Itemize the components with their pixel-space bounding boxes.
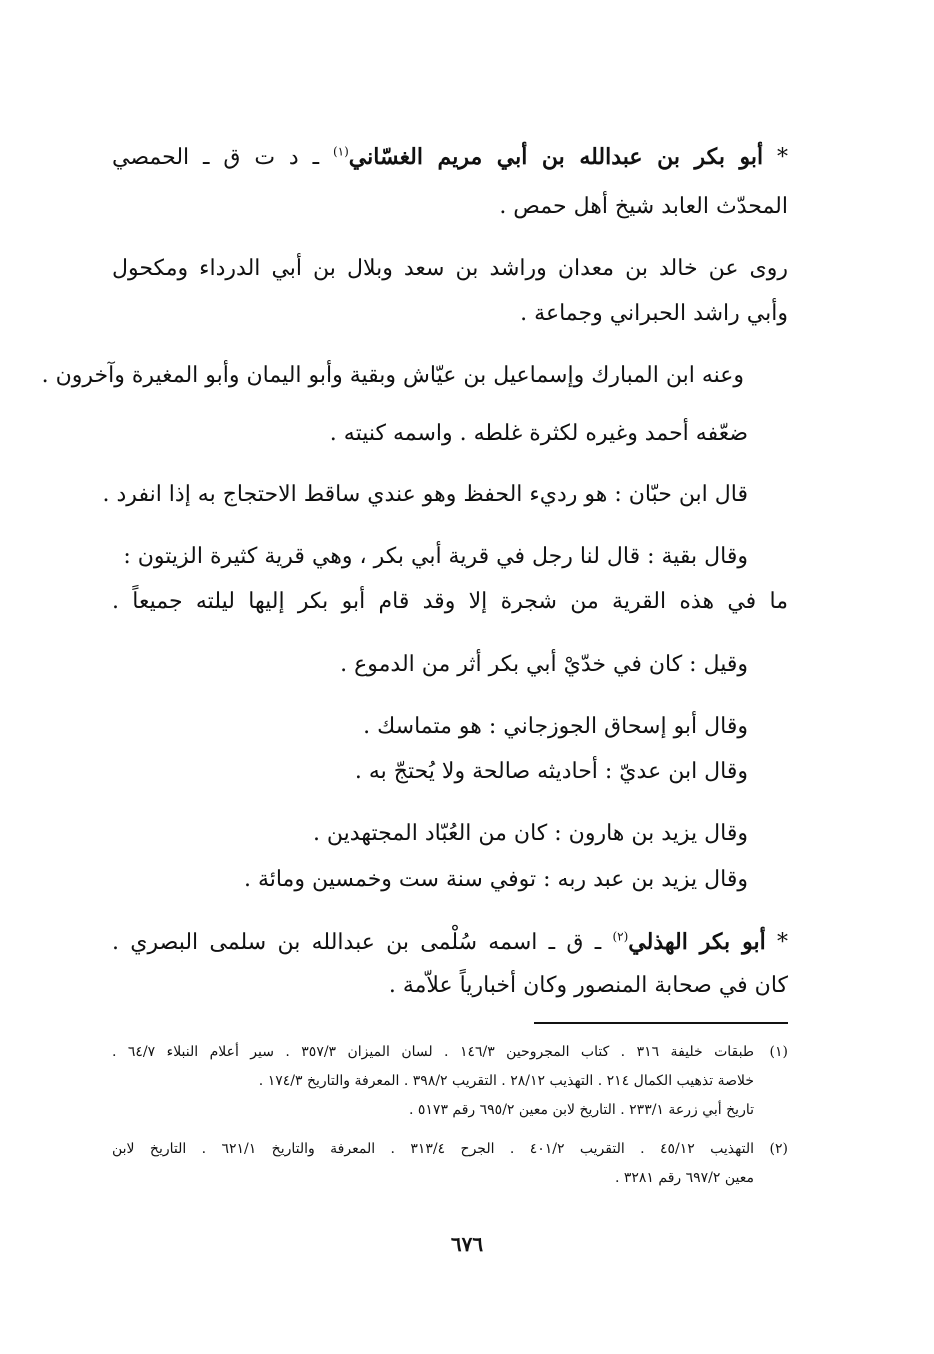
entry-marker: * [776, 145, 788, 170]
paragraph-line: وقال ابن عديّ : أحاديثه صالحة ولا يُحتجّ به . [354, 759, 748, 784]
footnote-1-line [112, 1040, 788, 1064]
paragraph-line: وقال بقية : قال لنا رجل في قرية أبي بكر ، وهي قرية كثيرة الزيتون : [123, 544, 748, 569]
footnote-1-text: طبقات خليفة ٣١٦ . كتاب المجروحين ١٤٦/٣ . لسان الميزان ٣٥٧/٣ . سير أعلام النبلاء ٦٤/٧ . [112, 1044, 754, 1060]
footnote-separator [534, 1022, 788, 1024]
footnote-1-line: تاريخ أبي زرعة ٢٣٣/١ . التاريخ لابن معين ٦٩٥/٢ رقم ٥١٧٣ . [408, 1102, 754, 1118]
footnote-ref-2: (٢) [612, 929, 629, 944]
entry-1-heading [112, 140, 788, 175]
footnote-2-line: معين ٦٩٧/٢ رقم ٣٢٨١ . [614, 1170, 754, 1186]
paragraph-line: ما في هذه القرية من شجرة إلا وقد قام أبو بكر إليها ليلته جميعاً . [112, 589, 788, 614]
paragraph-line: وعنه ابن المبارك وإسماعيل بن عيّاش وبقية وأبو اليمان وأبو المغيرة وآخرون . [41, 363, 744, 388]
paragraph-line: روى عن خالد بن معدان وراشد بن سعد وبلال بن أبي الدرداء ومكحول [112, 256, 788, 281]
entry-2-heading [112, 925, 788, 960]
entry-marker: * [777, 930, 789, 955]
paragraph-line: وقال يزيد بن عبد ربه : توفي سنة ست وخمسين ومائة . [243, 867, 748, 892]
paragraph-line: وأبي راشد الحبراني وجماعة . [520, 301, 788, 326]
entry-1-name: أبو بكر بن عبدالله بن أبي مريم الغسّاني [348, 144, 764, 170]
footnote-2-text: التهذيب ٤٥/١٢ . التقريب ٤٠١/٢ . الجرح ٣١٣/٤ . المعرفة والتاريخ ٦٢١/١ . التاريخ لابن [112, 1141, 754, 1157]
footnote-1-line: خلاصة تذهيب الكمال ٢١٤ . التهذيب ٢٨/١٢ . التقريب ٣٩٨/٢ . المعرفة والتاريخ ١٧٤/٣ . [258, 1073, 754, 1089]
page-number: ٦٧٦ [450, 1232, 484, 1256]
entry-2-codes: ـ ق ـ اسمه سُلْمى بن عبدالله بن سلمى البصري . [112, 930, 602, 955]
paragraph-line: وقال أبو إسحاق الجوزجاني : هو متماسك . [363, 714, 748, 739]
entry-2-name: أبو بكر الهذلي [628, 929, 766, 955]
entry-1-codes: ـ د ت ق ـ الحمصي [112, 145, 320, 170]
footnote-2-number: (٢) [769, 1141, 788, 1157]
paragraph-line: وقال يزيد بن هارون : كان من العُبّاد المجتهدين . [312, 821, 748, 846]
footnote-ref-1: (١) [332, 144, 349, 159]
entry-2-description: كان في صحابة المنصور وكان أخبارياً علاّمة . [388, 973, 788, 998]
paragraph-line: وقيل : كان في خدّيْ أبي بكر أثر من الدموع . [340, 652, 748, 677]
footnote-1-number: (١) [769, 1044, 788, 1060]
paragraph-line: ضعّفه أحمد وغيره لكثرة غلطه . واسمه كنيته . [329, 421, 748, 446]
entry-1-description: المحدّث العابد شيخ أهل حمص . [499, 194, 788, 219]
footnote-2-line [112, 1137, 788, 1161]
paragraph-line: قال ابن حبّان : هو رديء الحفظ وهو عندي ساقط الاحتجاج به إذا انفرد . [102, 482, 748, 507]
